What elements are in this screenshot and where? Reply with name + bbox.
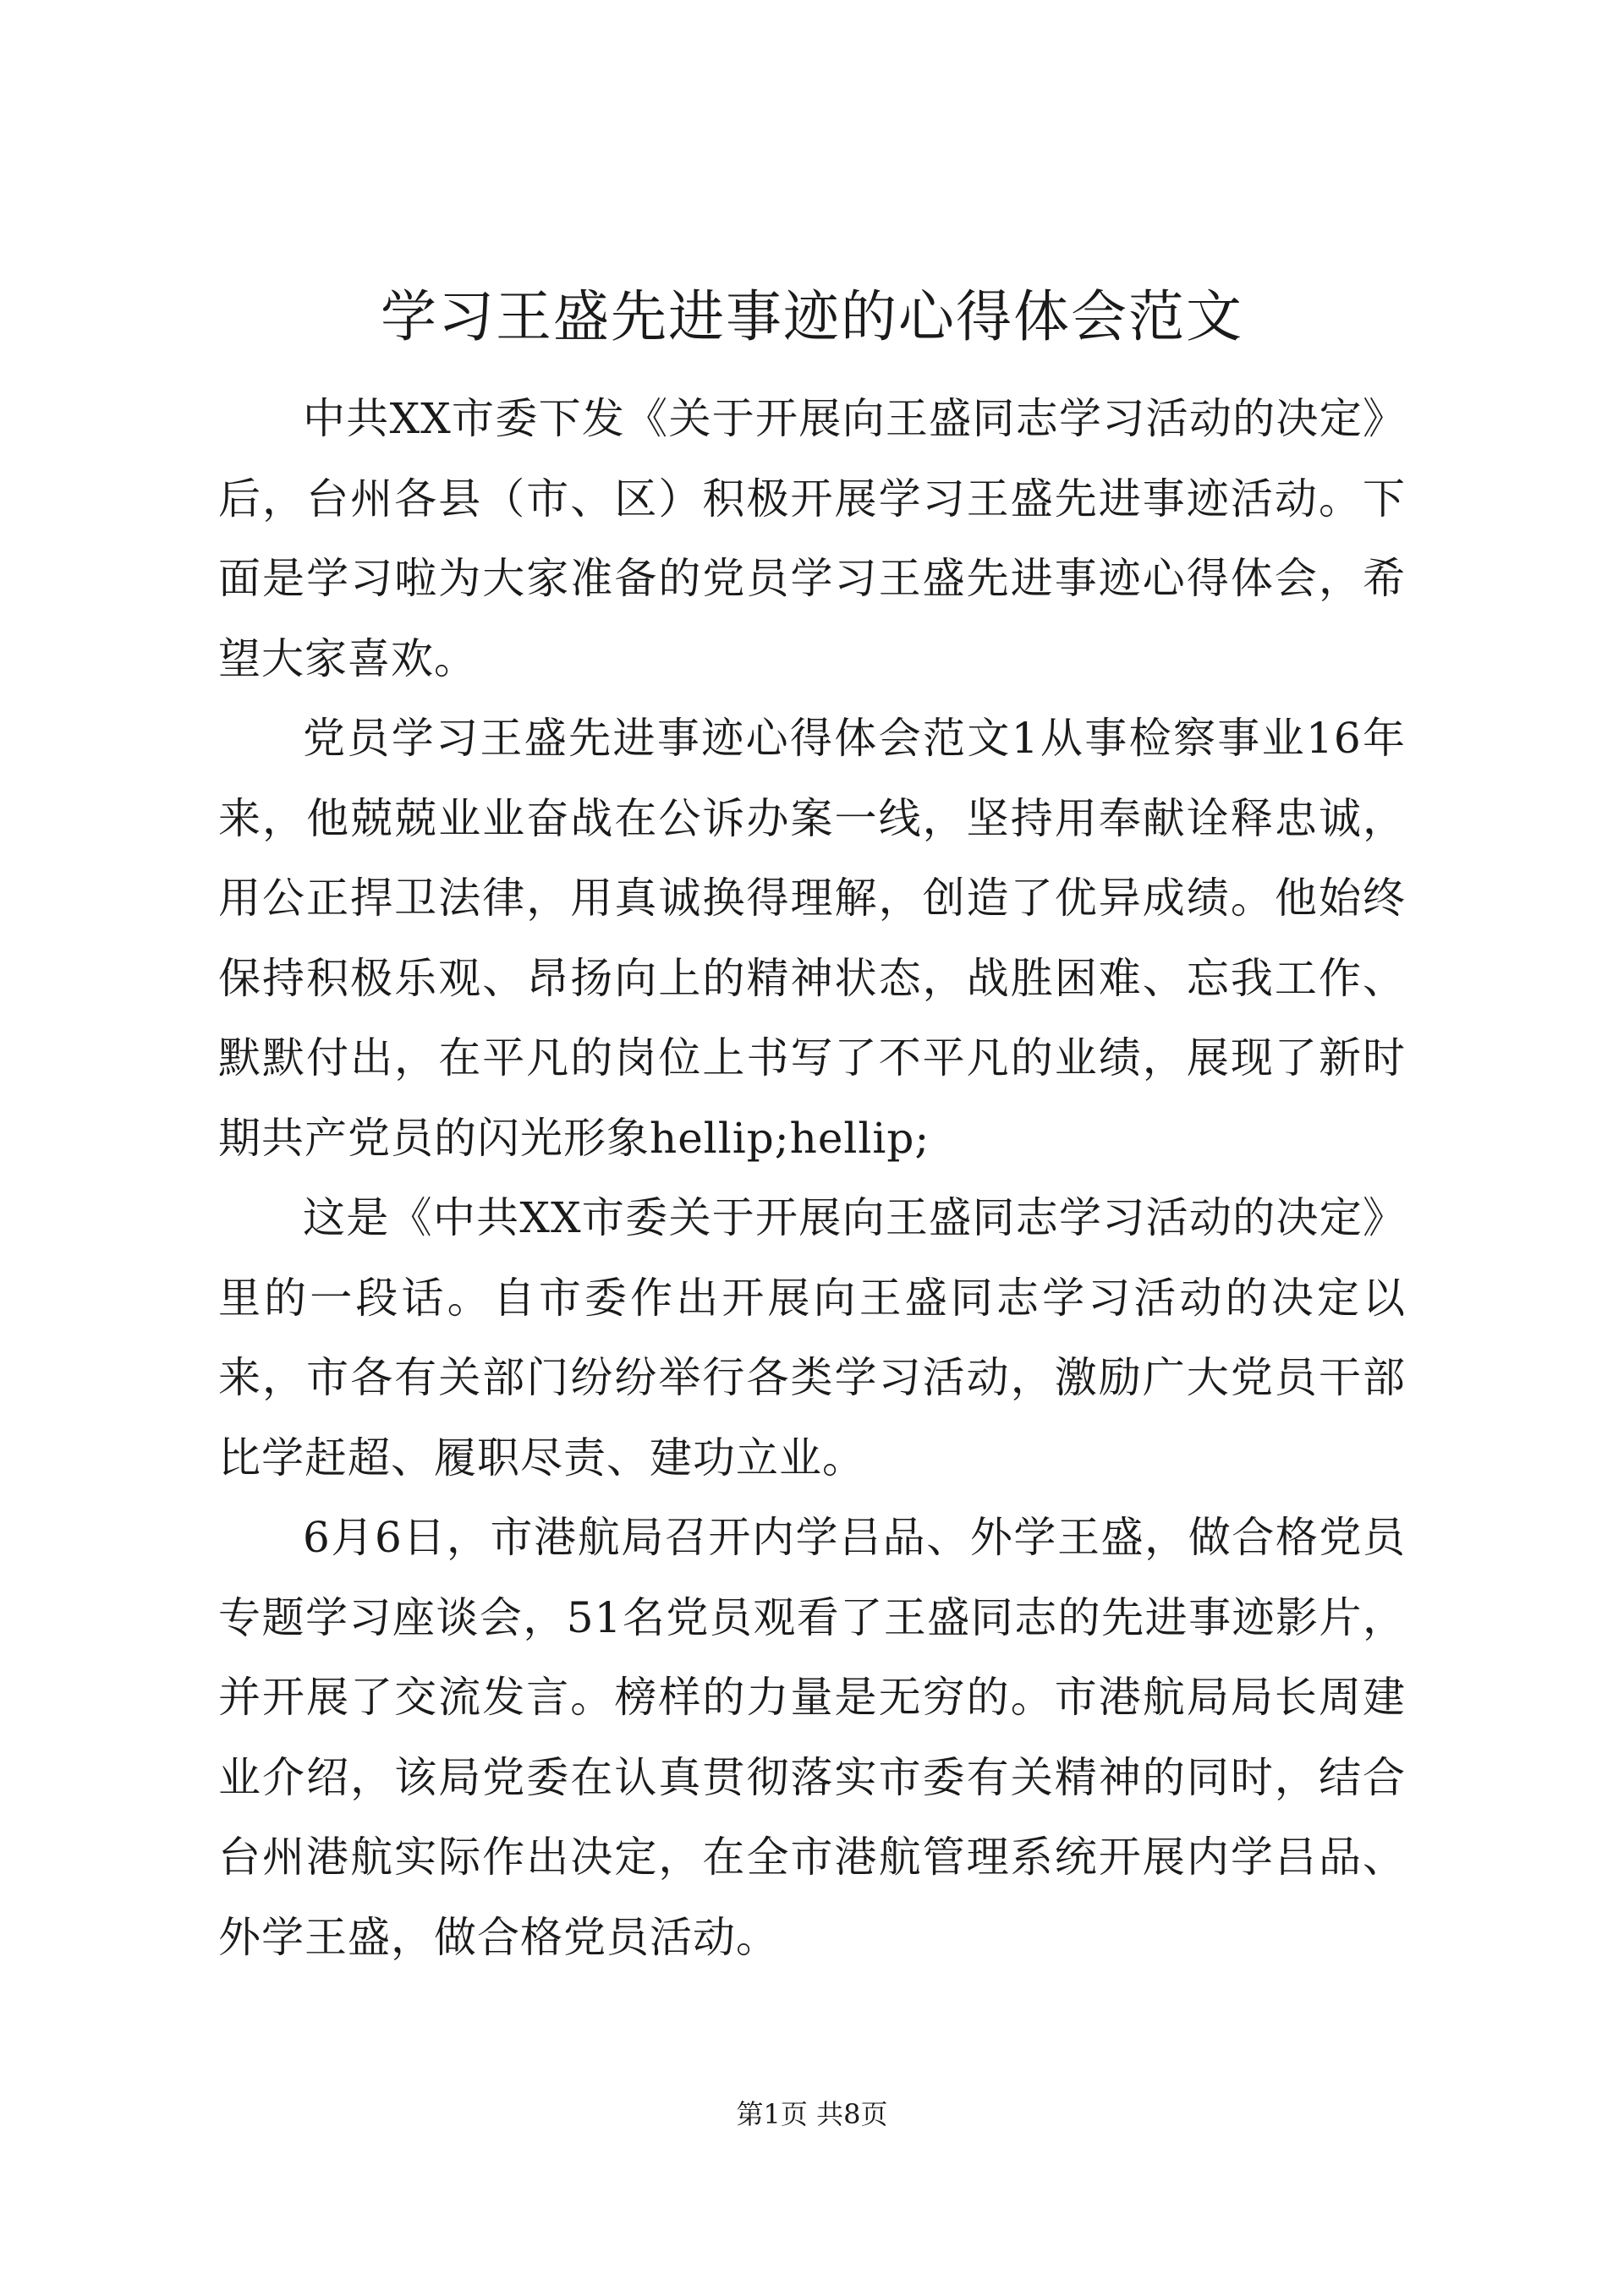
document-title: 学习王盛先进事迹的心得体会范文 bbox=[381, 284, 1243, 349]
document-body bbox=[218, 379, 1406, 1977]
paragraph-1: 中共XX市委下发《关于开展向王盛同志学习活动的决定》后，台州各县（市、区）积极开展学习王盛先进事迹活动。下面是学习啦为大家准备的党员学习王盛先进事迹心得体会，希望大家喜欢。 bbox=[218, 394, 1406, 683]
page-number-footer: 第1页 共8页 bbox=[736, 2098, 888, 2130]
paragraph-2: 党员学习王盛先进事迹心得体会范文1从事检察事业16年来，他兢兢业业奋战在公诉办案一线，坚持用奉献诠释忠诚，用公正捍卫法律，用真诚换得理解，创造了优异成绩。他始终保持积极乐观、昂扬向上的精神状态，战胜困难、忘我工作、默默付出，在平凡的岗位上书写了不平凡的业绩，展现了新时期共产党员的闪光形象hellip;hellip; bbox=[218, 714, 1406, 1163]
paragraph-4: 6月6日，市港航局召开内学吕品、外学王盛，做合格党员专题学习座谈会，51名党员观看了王盛同志的先进事迹影片，并开展了交流发言。榜样的力量是无穷的。市港航局局长周建业介绍，该局党委在认真贯彻落实市委有关精神的同时，结合台州港航实际作出决定，在全市港航管理系统开展内学吕品、外学王盛，做合格党员活动。 bbox=[218, 1513, 1406, 1962]
paragraph-3: 这是《中共XX市委关于开展向王盛同志学习活动的决定》里的一段话。自市委作出开展向王盛同志学习活动的决定以来，市各有关部门纷纷举行各类学习活动，激励广大党员干部比学赶超、履职尽责、建功立业。 bbox=[218, 1193, 1406, 1482]
